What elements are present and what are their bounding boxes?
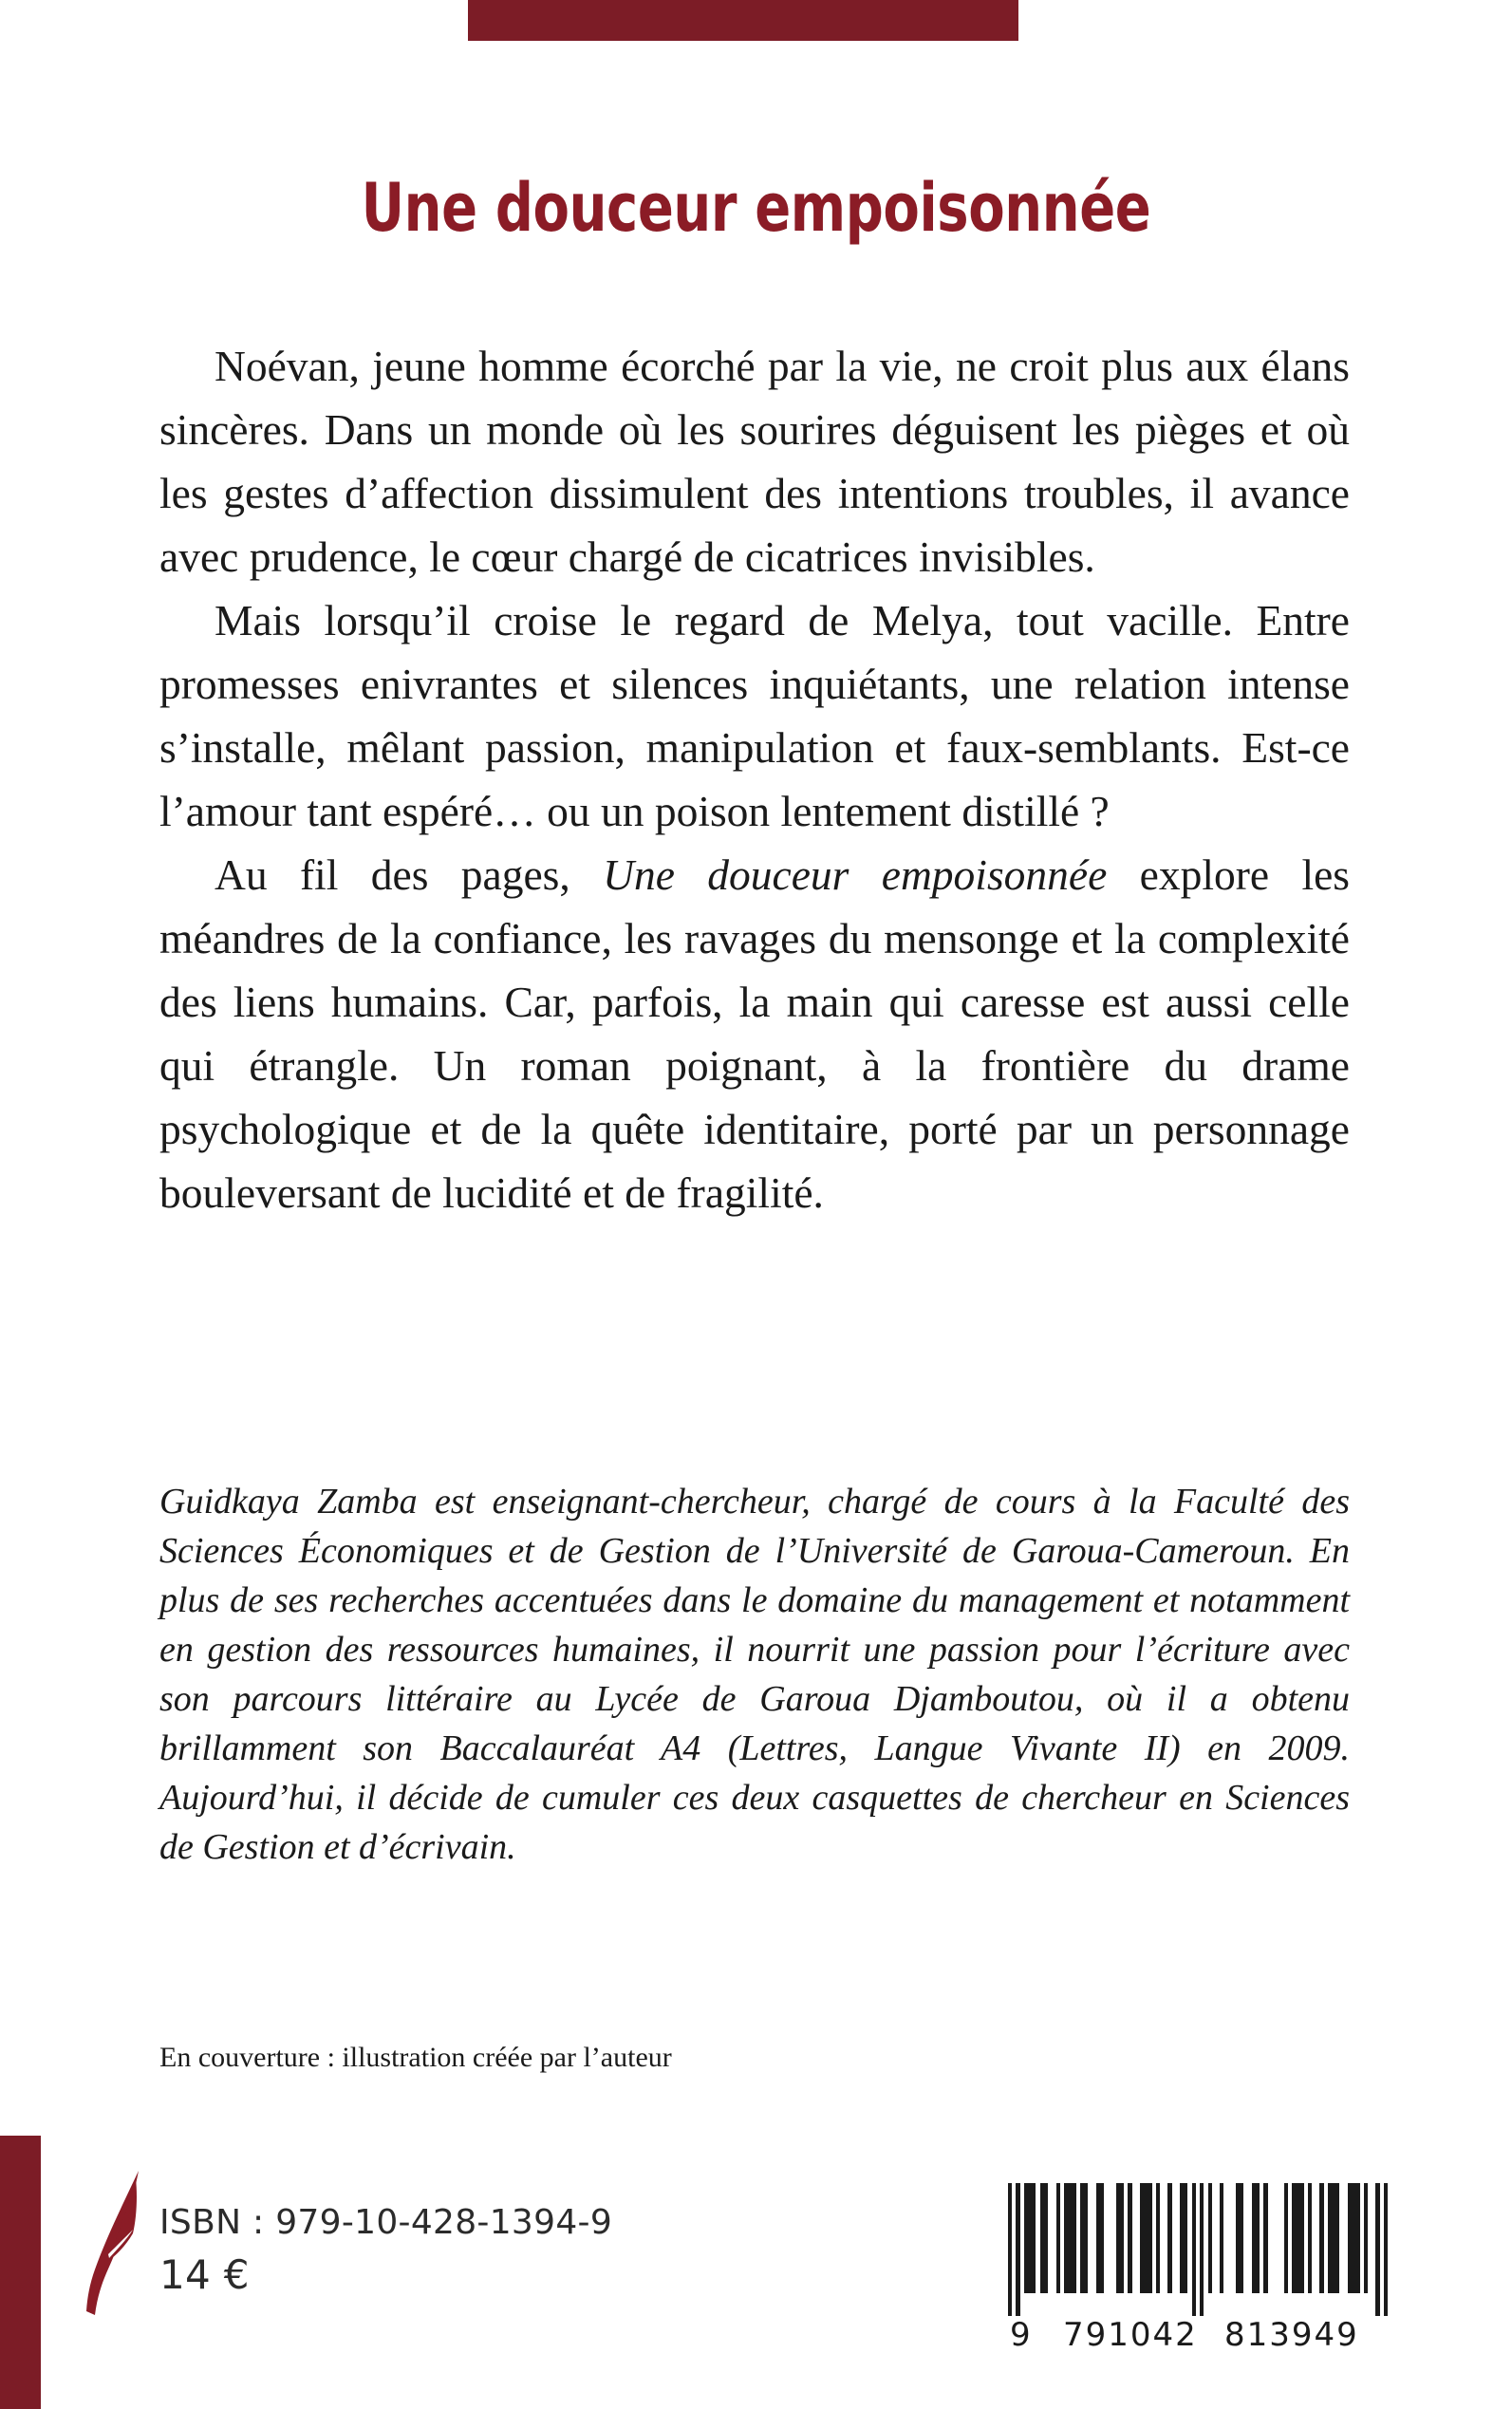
author-bio bbox=[159, 1477, 1350, 1872]
top-red-band bbox=[468, 0, 1018, 41]
left-red-band bbox=[0, 2136, 41, 2409]
barcode-digits bbox=[1008, 2316, 1388, 2358]
barcode-bars bbox=[1008, 2183, 1388, 2316]
blurb-paragraph-2: Mais lorsqu’il croise le regard de Melya, tout vacille. Entre promesses enivrantes et silences inquiétants, une relation intense s’installe, mêlant passion, manipulation et faux-semblants. Est-ce l’amour tant espéré… ou un poison lentement distillé ? bbox=[159, 596, 1350, 835]
barcode-left-group: 791042 bbox=[1063, 2316, 1198, 2354]
blurb-text bbox=[159, 334, 1350, 1224]
blurb-p3-after: explore les méandres de la confiance, les ravages du mensonge et la complexité des liens humains. Car, parfois, la main qui caresse est aussi celle qui étrangle. Un roman poignant, à la frontière du drame psychologique et de la quête identitaire, porté par un personnage bouleversant de lucidité et de fragilité. bbox=[159, 850, 1350, 1217]
book-title: Une douceur empoisonnée bbox=[361, 169, 1151, 247]
isbn-text: ISBN : 979-10-428-1394-9 bbox=[159, 2203, 613, 2242]
feather-quill-icon bbox=[84, 2167, 150, 2319]
author-bio-text: Guidkaya Zamba est enseignant-chercheur, chargé de cours à la Faculté des Sciences Économiques et de Gestion de l’Université de Garoua-Cameroun. En plus de ses recherches accentuées dans le domaine du management et notamment en gestion des ressources humaines, il nourrit une passion pour l’écriture avec son parcours littéraire au Lycée de Garoua Djamboutou, où il a obtenu brillamment son Baccalauréat A4 (Lettres, Langue Vivante II) en 2009. Aujourd’hui, il décide de cumuler ces deux casquettes de chercheur en Sciences de Gestion et d’écrivain. bbox=[159, 1482, 1350, 1867]
blurb-p3-book-title: Une douceur empoisonnée bbox=[603, 850, 1108, 899]
blurb-p3-before: Au fil des pages, bbox=[215, 850, 604, 899]
cover-credit: En couverture : illustration créée par l’auteur bbox=[159, 2042, 672, 2073]
barcode-right-group: 813949 bbox=[1224, 2316, 1359, 2354]
price-text: 14 € bbox=[159, 2251, 250, 2298]
ean13-barcode-icon bbox=[1008, 2183, 1388, 2363]
blurb-paragraph-1: Noévan, jeune homme écorché par la vie, ne croit plus aux élans sincères. Dans un monde où les sourires déguisent les pièges et où les gestes d’affection dissimulent des intentions troubles, il avance avec prudence, le cœur chargé de cicatrices invisibles. bbox=[159, 342, 1350, 581]
isbn-price-block bbox=[159, 2200, 612, 2301]
barcode-lead-digit: 9 bbox=[1010, 2316, 1033, 2354]
blurb-paragraph-3 bbox=[159, 843, 1350, 1224]
